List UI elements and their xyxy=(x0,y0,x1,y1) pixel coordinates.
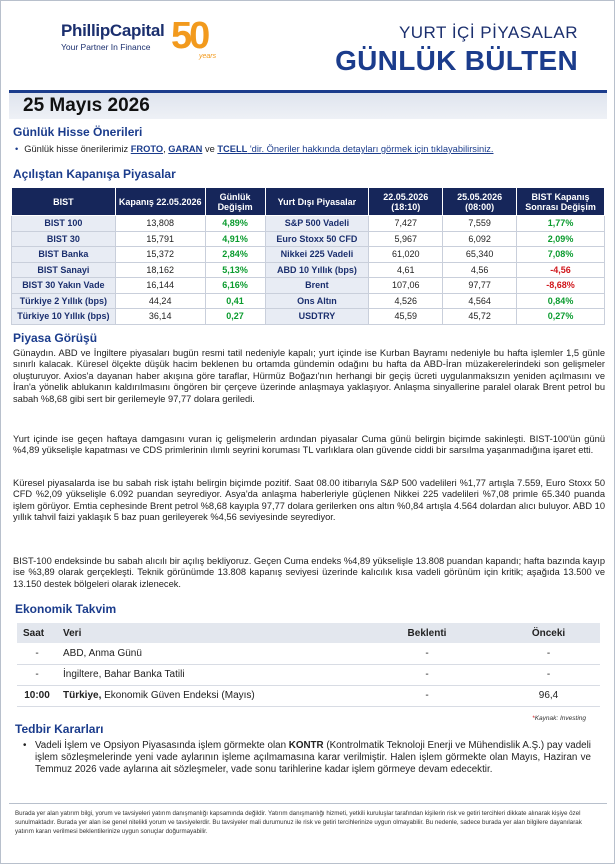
bulletin-date: 25 Mayıs 2026 xyxy=(23,95,150,116)
bist-name: BIST 100 xyxy=(12,216,116,232)
event-expected: - xyxy=(357,664,497,685)
foreign-value-2: 97,77 xyxy=(443,278,517,294)
col-header: Saat xyxy=(17,623,57,643)
event-previous: - xyxy=(497,643,600,664)
col-header: 25.05.2026 (08:00) xyxy=(443,188,517,216)
rec-sep: ve xyxy=(202,144,218,154)
calendar-source: *Kaynak: Investing xyxy=(532,715,586,722)
decision-post: (Kontrolmatik Teknoloji Enerji ve Mühendislik A.Ş.) pay vadeli işlem sözleşmelerinde yeni vade aylarının işleme açılmamasına karar verilmiştir. Halen işlem görmekte olan Mayıs, Haziran ve Temmuz 2026 vade aylarına ait sözleşmeler, vade sonu tarihlerine kadar işlem görmeye devam edecektir. xyxy=(35,740,591,775)
stock-link-froto[interactable]: FROTO xyxy=(130,144,164,154)
foreign-name: USDTRY xyxy=(265,309,369,325)
bist-name: BIST 30 Yakın Vade xyxy=(12,278,116,294)
market-row xyxy=(12,247,605,263)
post-close-change: 0,27% xyxy=(517,309,605,325)
event-time: - xyxy=(17,643,57,664)
market-view-p4: BIST-100 endeksinde bu sabah alıcılı bir açılış bekliyoruz. Geçen Cuma endeks %4,89 yükselişle 13.808 puandan kapandı; hafta bazında kayıp ise %3,89 olarak gerçekleşti. Teknik görünümde 13.808 kapanış seviyesi üzerinde kalıcılık kısa vadeli görünüm için kritik; aşağıda 13.500 ve 13.150 destek bölgeleri olarak izlenecek. xyxy=(13,556,605,589)
bist-close: 15,791 xyxy=(115,231,205,247)
market-heading: Açılıştan Kapanışa Piyasalar xyxy=(13,167,176,181)
recommendations-heading: Günlük Hisse Önerileri xyxy=(13,125,143,139)
decision-stock: KONTR xyxy=(288,740,324,751)
bist-name: BIST 30 xyxy=(12,231,116,247)
source-label: Kaynak: Investing xyxy=(534,715,586,722)
col-header: Beklenti xyxy=(357,623,497,643)
bist-change: 4,91% xyxy=(205,231,265,247)
foreign-name: Brent xyxy=(265,278,369,294)
post-close-change: 0,84% xyxy=(517,293,605,309)
rec-sep: , xyxy=(163,144,169,154)
foreign-value-1: 4,526 xyxy=(369,293,443,309)
bist-name: BIST Sanayi xyxy=(12,262,116,278)
foreign-name: Ons Altın xyxy=(265,293,369,309)
stock-link-garan[interactable]: GARAN xyxy=(168,144,203,154)
decisions-text xyxy=(23,740,591,776)
event-name: Ekonomik Güven Endeksi (Mayıs) xyxy=(101,690,255,701)
market-view-p1: Günaydın. ABD ve İngiltere piyasaları bugün resmi tatil nedeniyle kapalı; yurt içinde ise Kurban Bayramı nedeniyle bu hafta işlemler 1,5 günle sınırlı kalacak. Küresel ölçekte düşük hacim beklenen bu ortamda gündemin odağını bu hafta da ABD-İran müzakerelerindeki son gelişmeler oluşturuyor. Axios'a dayanan haber akışına göre taraflar, Hürmüz Boğazı'nın herhangi bir geçiş ücreti uygulanmaksızın yeniden açılmasını ve İran'a yönelik ablukanın kaldırılmasını öngören bir çerçeve üzerinde anlaşmaya yaklaşıyor. Anlaşma sinyallerine paralel olarak Brent petrol bu sabah %8,68 gibi sert bir gerilemeyle 97,77 dolara geriledi. xyxy=(13,348,605,404)
stock-link-tcell[interactable]: TCELL xyxy=(217,144,248,154)
anniversary-sub: years xyxy=(199,53,217,60)
foreign-value-1: 107,06 xyxy=(369,278,443,294)
event-previous: 96,4 xyxy=(497,685,600,706)
col-header: Yurt Dışı Piyasalar xyxy=(265,188,369,216)
bist-close: 13,808 xyxy=(115,216,205,232)
bist-change: 4,89% xyxy=(205,216,265,232)
footer-disclaimer: Burada yer alan yatırım bilgi, yorum ve tavsiyeleri yatırım danışmanlığı kapsamında değildir. Yatırım danışmanlığı hizmeti, yetkili kuruluşlar tarafından kişilerin risk ve getiri tercihleri dikkate alınarak kişiye özel sunulmaktadır. Burada yer alan ise genel nitelikli yorum ve tavsiyelerdir. Bu tavsiyeler mali durumunuz ile risk ve getiri tercihlerinize uygun olmayabilir. Bu nedenle, sadece burada yer alan bilgilere dayanılarak yatırım kararı verilmesi beklentilerinize uygun sonuçlar doğurmayabilir. xyxy=(9,803,607,857)
details-link[interactable]: 'dir. Öneriler hakkında detayları görmek için tıklayabilirsiniz. xyxy=(247,144,494,154)
market-table xyxy=(11,187,605,325)
bist-name: Türkiye 10 Yıllık (bps) xyxy=(12,309,116,325)
brand-name: PhillipCapital xyxy=(61,21,165,40)
bist-name: Türkiye 2 Yıllık (bps) xyxy=(12,293,116,309)
foreign-value-1: 4,61 xyxy=(369,262,443,278)
foreign-value-1: 7,427 xyxy=(369,216,443,232)
header-subtitle: YURT İÇİ PİYASALAR xyxy=(398,23,578,42)
foreign-value-2: 65,340 xyxy=(443,247,517,263)
market-row xyxy=(12,216,605,232)
foreign-value-2: 7,559 xyxy=(443,216,517,232)
foreign-value-1: 61,020 xyxy=(369,247,443,263)
market-row xyxy=(12,278,605,294)
foreign-value-2: 4,56 xyxy=(443,262,517,278)
bist-close: 16,144 xyxy=(115,278,205,294)
foreign-name: Nikkei 225 Vadeli xyxy=(265,247,369,263)
market-row xyxy=(12,262,605,278)
calendar-table xyxy=(17,623,600,707)
event-name: ABD, Anma Günü xyxy=(63,647,142,659)
anniversary-badge: 50 xyxy=(171,15,208,57)
post-close-change: -4,56 xyxy=(517,262,605,278)
market-view-heading: Piyasa Görüşü xyxy=(13,331,98,345)
date-bar xyxy=(9,90,607,119)
market-row xyxy=(12,293,605,309)
post-close-change: 2,09% xyxy=(517,231,605,247)
bist-name: BIST Banka xyxy=(12,247,116,263)
event-name: İngiltere, Bahar Banka Tatili xyxy=(63,669,185,680)
rec-pre: Günlük hisse önerilerimiz xyxy=(24,144,131,154)
phillipcapital-logo xyxy=(61,21,164,52)
bist-change: 5,13% xyxy=(205,262,265,278)
foreign-value-1: 45,59 xyxy=(369,309,443,325)
post-close-change: 7,08% xyxy=(517,247,605,263)
decision-pre: Vadeli İşlem ve Opsiyon Piyasasında işlem görmekte olan xyxy=(35,740,289,751)
event-expected: - xyxy=(357,685,497,706)
foreign-name: Euro Stoxx 50 CFD xyxy=(265,231,369,247)
col-header: Kapanış 22.05.2026 xyxy=(115,188,205,216)
market-view-p3: Küresel piyasalarda ise bu sabah risk iştahı belirgin biçimde pozitif. Saat 08.00 itibarıyla S&P 500 vadelileri %1,77 artışla 7.559, Euro Stoxx 50 CFD %2,09 yükselişle 6.092 puandan seyrediyor. Asya'da anlaşma haberleriyle güçlenen Nikkei 225 vadelileri %7,08 primle 65.340 puanda işlem görüyor. Emtia cephesinde Brent petrol %8,68 kayıpla 97,77 dolara gerilerken ons altın %0,84 artışla 4.564 dolardan alıcı buluyor. ABD 10 yıllık tahvil faizi yaklaşık 5 baz puan gerileyerek %4,56 seviyesinde seyrediyor. xyxy=(13,478,605,523)
col-header: BIST xyxy=(12,188,116,216)
event-desc xyxy=(57,685,357,706)
calendar-row xyxy=(17,664,600,685)
bist-change: 0,41 xyxy=(205,293,265,309)
calendar-row xyxy=(17,643,600,664)
col-header: Önceki xyxy=(497,623,600,643)
bullet-icon: • xyxy=(23,740,27,751)
event-expected: - xyxy=(357,643,497,664)
col-header: 22.05.2026 (18:10) xyxy=(369,188,443,216)
foreign-value-2: 4,564 xyxy=(443,293,517,309)
bist-close: 36,14 xyxy=(115,309,205,325)
bist-close: 18,162 xyxy=(115,262,205,278)
header-title: GÜNLÜK BÜLTEN xyxy=(335,45,578,76)
bist-close: 44,24 xyxy=(115,293,205,309)
calendar-heading: Ekonomik Takvim xyxy=(15,602,117,616)
bist-change: 2,84% xyxy=(205,247,265,263)
brand-tagline: Your Partner In Finance xyxy=(61,42,151,52)
event-time: 10:00 xyxy=(17,685,57,706)
recommendations-line[interactable] xyxy=(15,144,494,154)
post-close-change: 1,77% xyxy=(517,216,605,232)
event-country: Türkiye, xyxy=(63,690,102,701)
foreign-value-2: 45,72 xyxy=(443,309,517,325)
calendar-row xyxy=(17,685,600,706)
col-header: Günlük Değişim xyxy=(205,188,265,216)
decisions-heading: Tedbir Kararları xyxy=(15,722,104,736)
bist-close: 15,372 xyxy=(115,247,205,263)
event-time: - xyxy=(17,664,57,685)
bist-change: 0,27 xyxy=(205,309,265,325)
col-header: BIST Kapanış Sonrası Değişim xyxy=(517,188,605,216)
foreign-value-1: 5,967 xyxy=(369,231,443,247)
col-header: Veri xyxy=(57,623,357,643)
market-view-p2: Yurt içinde ise geçen haftaya damgasını vuran iç gelişmelerin ardından piyasalar Cuma günü belirgin biçimde sakinleşti. BIST-100'ün günü %4,89 yükselişle kapatması ve CDS primlerinin ılımlı seyrini koruması TL varlıklara olan güvende ciddi bir sarsılma yaşanmadığına işaret etti. xyxy=(13,434,605,456)
bist-change: 6,16% xyxy=(205,278,265,294)
bullet-icon: • xyxy=(15,144,19,154)
foreign-name: S&P 500 Vadeli xyxy=(265,216,369,232)
foreign-name: ABD 10 Yıllık (bps) xyxy=(265,262,369,278)
foreign-value-2: 6,092 xyxy=(443,231,517,247)
event-desc xyxy=(57,664,357,685)
market-row xyxy=(12,231,605,247)
event-previous: - xyxy=(497,664,600,685)
event-desc xyxy=(57,643,357,664)
market-row xyxy=(12,309,605,325)
post-close-change: -8,68% xyxy=(517,278,605,294)
